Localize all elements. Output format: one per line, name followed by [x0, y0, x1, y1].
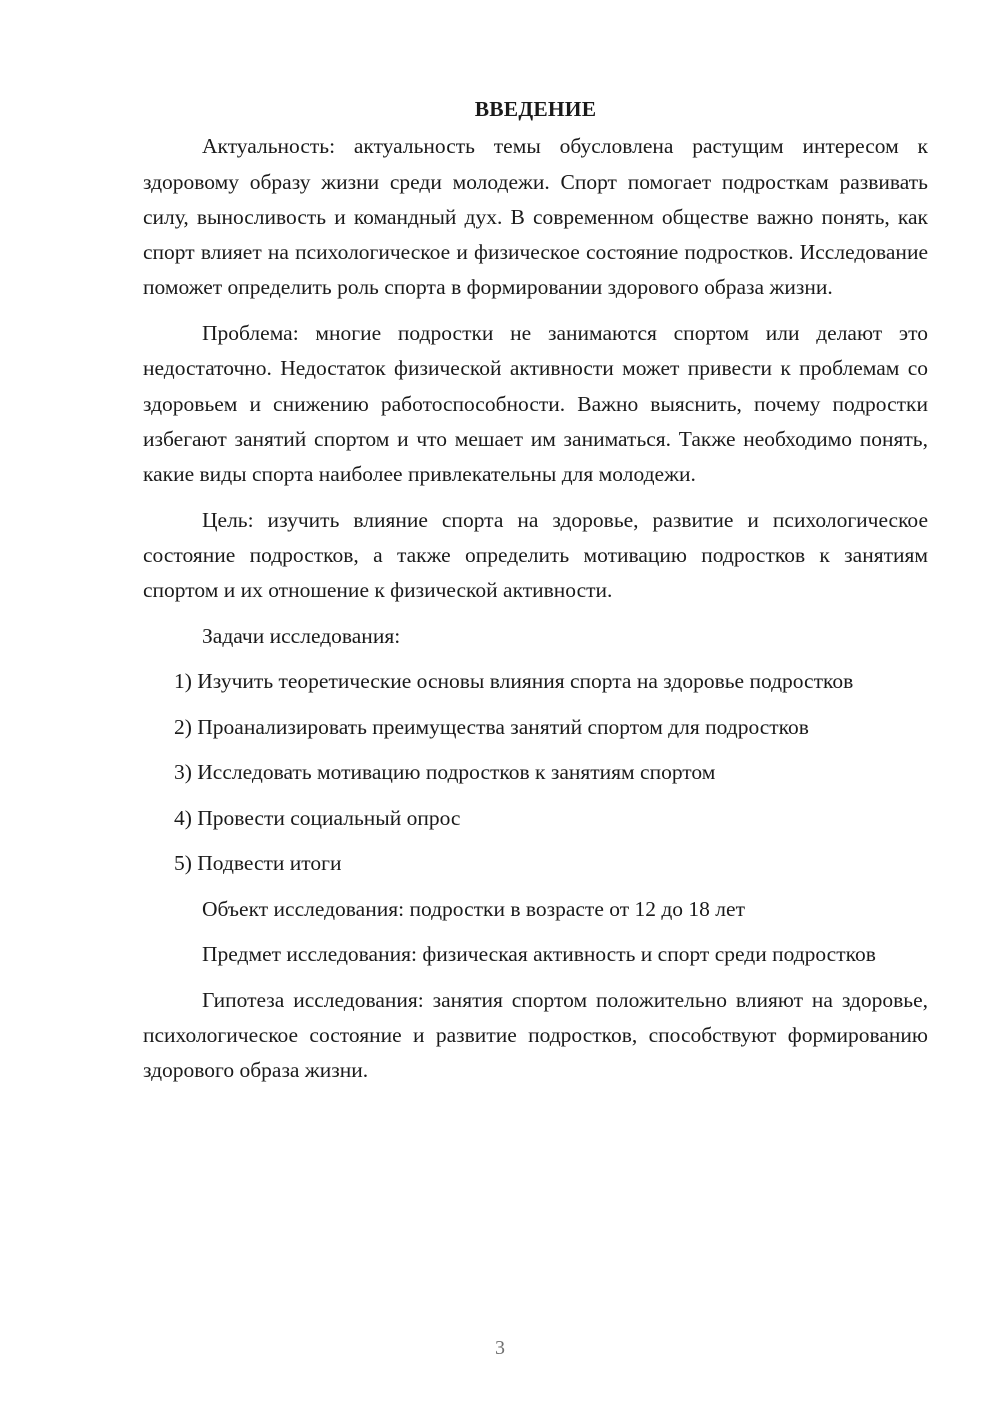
hypothesis-paragraph: Гипотеза исследования: занятия спортом положительно влияют на здоровье, психологическое состояние и развитие подростков, способствуют формированию здорового образа жизни.: [143, 987, 928, 1083]
section-title: ВВЕДЕНИЕ: [474, 97, 597, 121]
page-number: 3: [495, 1337, 505, 1359]
task-item-1: 1) Изучить теоретические основы влияния спорта на здоровье подростков: [174, 669, 854, 694]
document-body: [143, 92, 928, 1099]
task-item-5: 5) Подвести итоги: [174, 851, 342, 876]
problem-paragraph: Проблема: многие подростки не занимаются спортом или делают это недостаточно. Недостаток физической активности может привести к проблемам со здоровьем и снижению работоспособности. Важно выяснить, почему подростки избегают занятий спортом и что мешает им заниматься. Также необходимо понять, какие виды спорта наиболее привлекательны для молодежи.: [143, 320, 928, 487]
task-item-3: 3) Исследовать мотивацию подростков к занятиям спортом: [174, 760, 716, 785]
relevance-paragraph: Актуальность: актуальность темы обусловлена растущим интересом к здоровому образу жизни среди молодежи. Спорт помогает подросткам развивать силу, выносливость и командный дух. В современном обществе важно понять, как спорт влияет на психологическое и физическое состояние подростков. Исследование поможет определить роль спорта в формировании здорового образа жизни.: [143, 134, 928, 300]
tasks-heading: Задачи исследования:: [202, 623, 401, 648]
object-paragraph: Объект исследования: подростки в возрасте от 12 до 18 лет: [202, 896, 745, 921]
goal-paragraph: Цель: изучить влияние спорта на здоровье, развитие и психологическое состояние подростков, а также определить мотивацию подростков к занятиям спортом и их отношение к физической активности.: [143, 507, 928, 603]
task-item-4: 4) Провести социальный опрос: [174, 805, 461, 830]
subject-paragraph: Предмет исследования: физическая активность и спорт среди подростков: [202, 942, 876, 967]
task-item-2: 2) Проанализировать преимущества занятий спортом для подростков: [174, 714, 809, 739]
